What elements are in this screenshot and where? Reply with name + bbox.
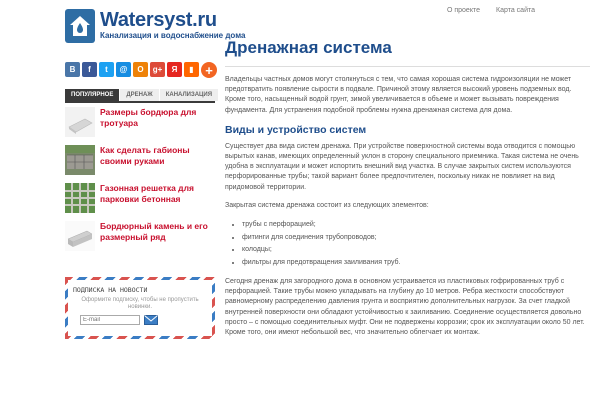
page-title: Дренажная система xyxy=(225,38,392,57)
post-thumbnail[interactable] xyxy=(65,145,95,175)
facebook-icon[interactable]: f xyxy=(82,62,97,77)
mail-icon[interactable]: @ xyxy=(116,62,131,77)
newsletter-title: ПОДПИСКА НА НОВОСТИ xyxy=(73,286,148,294)
section-heading: Виды и устройство систем xyxy=(225,123,367,136)
envelope-icon[interactable] xyxy=(144,315,158,325)
list-item: • колодцы; xyxy=(242,244,590,257)
site-tagline: Канализация и водоснабжение дома xyxy=(100,31,246,40)
list-item[interactable] xyxy=(65,145,215,179)
site-name: Watersyst.ru xyxy=(100,9,217,31)
list-item: • фитинги для соединения трубопроводов; xyxy=(242,232,590,245)
site-logo[interactable] xyxy=(65,9,245,43)
social-share-bar xyxy=(65,62,217,78)
email-field[interactable] xyxy=(80,315,140,325)
newsletter-widget xyxy=(65,277,215,339)
popular-posts xyxy=(65,107,215,259)
sitemap-link[interactable]: Карта сайта xyxy=(496,7,535,14)
yandex-icon[interactable]: Я xyxy=(167,62,182,77)
top-nav xyxy=(447,7,535,14)
vk-icon[interactable]: В xyxy=(65,62,80,77)
post-title[interactable]: Размеры бордюра для тротуара xyxy=(100,107,197,128)
about-link[interactable]: О проекте xyxy=(446,7,480,14)
article-paragraph: Закрытая система дренажа состоит из следующих элементов: xyxy=(225,201,429,209)
article xyxy=(225,38,590,346)
post-title[interactable]: Бордюрный камень и его размерный ряд xyxy=(100,221,208,242)
list-item: • трубы с перфорацией; xyxy=(242,219,590,232)
more-share-icon[interactable]: + xyxy=(201,62,217,78)
twitter-icon[interactable]: t xyxy=(99,62,114,77)
newsletter-text: Оформите подписку, чтобы не пропустить новинки. xyxy=(81,297,199,310)
list-item[interactable] xyxy=(65,107,215,141)
bookmark-icon[interactable]: ▮ xyxy=(184,62,199,77)
tab-drainage[interactable]: ДРЕНАЖ xyxy=(120,89,159,101)
post-title[interactable]: Газонная решетка для парковки бетонная xyxy=(100,183,194,204)
list-item: • фильтры для предотвращения заиливания труб. xyxy=(242,257,590,270)
odnoklassniki-icon[interactable]: О xyxy=(133,62,148,77)
post-thumbnail[interactable] xyxy=(65,221,95,251)
post-title[interactable]: Как сделать габионы своими руками xyxy=(100,145,190,166)
post-thumbnail[interactable] xyxy=(65,107,95,137)
title-divider xyxy=(225,66,590,67)
google-plus-icon[interactable]: g+ xyxy=(150,62,165,77)
post-thumbnail[interactable] xyxy=(65,183,95,213)
list-item[interactable] xyxy=(65,183,215,217)
article-paragraph: Владельцы частных домов могут столкнуться с тем, что самая хорошая система гидроизоляции не может предотвратить появление сырости в подвале. Причиной этому является высокий уровень подземных вод. Кроме того, насыщенный водой грунт, зимой увеличивается в объеме и может вызывать повреждения фундамента. Для устранения подобной проблемы нужна дренажная система для дома. xyxy=(225,76,572,114)
tab-popular[interactable]: ПОПУЛЯРНОЕ xyxy=(65,89,120,101)
list-item[interactable] xyxy=(65,221,215,255)
sidebar-tabs xyxy=(65,89,215,103)
article-paragraph: Сегодня дренаж для загородного дома в основном устраивается из пластиковых гофрированных труб с перфорацией. Такие трубы можно укладывать на глубину до 10 метров. Ребра жесткости способствуют равномерному распределению давления грунта и восприятию дополнительных нагрузок. За счет гладкой внутренней поверхности они обладают устойчивостью к заиливанию. Соединение осуществляется довольно просто – с помощью соединительных муфт. Они не подвержены коррозии; срок их эксплуатации около 50 лет. Кроме того, они имеют небольшой вес, что значительно облегчает их монтаж. xyxy=(225,278,585,337)
house-icon xyxy=(65,9,95,43)
elements-list xyxy=(242,219,590,269)
article-paragraph: Существует два вида систем дренажа. При устройстве поверхностной системы вода отводится с помощью вырытых канав, имеющих определенный уклон в сторону специального приемника. Такая система не очень удобна в эксплуатации и может испортить внешний вид участка. В случае закрытых систем используются перфорированные трубы; такой вариант более предпочтителен, поскольку никак не повлияет на вид придомовой территории. xyxy=(225,142,579,191)
tab-sewerage[interactable]: КАНАЛИЗАЦИЯ xyxy=(160,89,219,101)
